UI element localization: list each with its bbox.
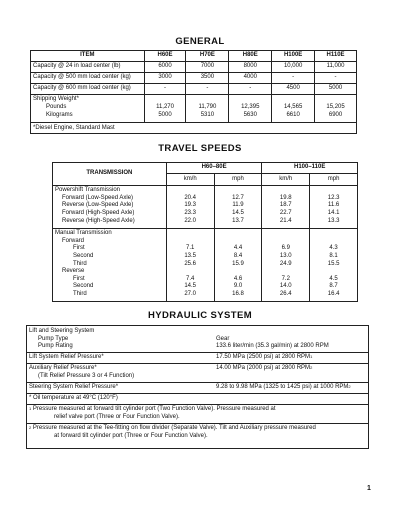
divider (27, 352, 368, 353)
row-label: First (73, 275, 85, 282)
footnote-ref: 1 (310, 354, 313, 359)
header-h100-110e: H100–110E (262, 163, 358, 174)
cell: 7000 (186, 61, 229, 72)
powershift-labels (53, 186, 167, 229)
footnote-mark: 2 (29, 425, 32, 430)
cell: 6000 (144, 61, 186, 72)
manual-label: Manual Transmission (55, 230, 112, 237)
pump-rating-value: 133.6 liter/min (35.3 gal/min) at 2800 RPM (216, 343, 329, 350)
general-footnote: *Diesel Engine, Standard Mast (31, 123, 357, 134)
general-table (30, 50, 357, 134)
divider (27, 363, 368, 364)
aux-note: (Tilt Relief Pressure 3 or 4 Function) (38, 372, 135, 379)
lift-relief-label: Lift System Relief Pressure* (29, 354, 104, 360)
aux-relief-value: 14.00 MPa (2000 psi) at 2800 RPM (216, 365, 311, 371)
travel-speeds-title: TRAVEL SPEEDS (158, 143, 242, 154)
cell: 5000 (315, 83, 357, 94)
cell: 10,000 (272, 61, 315, 72)
footnote-2 (29, 425, 316, 433)
pounds-label: Pounds (46, 104, 67, 111)
row-label: Forward (Low-Speed Axle) (62, 194, 134, 201)
cell: - (144, 83, 186, 94)
cell: 4000 (229, 72, 272, 83)
cell: 12,395 5630 (229, 95, 272, 123)
row-label: Capacity @ 500 mm load center (kg) (31, 72, 145, 83)
powershift-label: Powershift Transmission (55, 187, 121, 194)
cell: 11,790 5310 (186, 95, 229, 123)
row-label: Third (73, 260, 87, 267)
cell: 14,565 6610 (272, 95, 315, 123)
oil-temp-note: * Oil temperature at 49°C (120°F) (29, 395, 118, 401)
header-h60e: H60E (144, 51, 186, 62)
footnote-ref: 2 (348, 384, 351, 389)
aux-relief-label: Auxiliary Relief Pressure* (29, 365, 97, 371)
cell: - (186, 83, 229, 94)
row-label: Forward (High-Speed Axle) (62, 209, 135, 216)
footnote-ref: 2 (310, 365, 313, 370)
footnote-row (31, 123, 357, 134)
manual-labels (53, 229, 167, 301)
footnote-mark: 1 (29, 406, 32, 411)
page-number: 1 (367, 485, 371, 492)
footnote-2-line-2: at forward tilt cylinder port (Three or Four Function Valve). (54, 432, 208, 439)
cell: 20.4 19.3 23.3 22.0 (166, 186, 214, 229)
unit-mph: mph (310, 173, 358, 186)
cell: 11,000 (315, 61, 357, 72)
table-row (31, 61, 357, 72)
header-h60-80e: H60–80E (166, 163, 262, 174)
hydraulic-title: HYDRAULIC SYSTEM (147, 310, 253, 321)
cell: 3000 (144, 72, 186, 83)
forward-label: Forward (62, 237, 85, 244)
row-label: Second (73, 252, 94, 259)
divider (27, 404, 368, 405)
table-row (31, 83, 357, 94)
row-label: First (73, 245, 85, 252)
unit-mph: mph (214, 173, 262, 186)
cell: 6.9 13.0 24.9 7.2 14.0 26.4 (262, 229, 310, 301)
divider (27, 382, 368, 383)
row-label: Reverse (Low-Speed Axle) (62, 202, 134, 209)
pump-type-label: Pump Type (38, 335, 69, 342)
unit-kmh: km/h (262, 173, 310, 186)
weight-row (31, 95, 357, 123)
row-label: Capacity @ 24 in load center (lb) (31, 61, 145, 72)
row-label: Third (73, 290, 87, 297)
powershift-block (53, 186, 358, 229)
unit-kmh: km/h (166, 173, 214, 186)
header-item: ITEM (31, 51, 145, 62)
header-h80e: H80E (229, 51, 272, 62)
header-h110e: H110E (315, 51, 357, 62)
row-label: Second (73, 283, 94, 290)
cell: 12.7 11.9 14.5 13.7 (214, 186, 262, 229)
travel-speeds-table (52, 162, 358, 302)
cell: 8000 (229, 61, 272, 72)
footnote-2-line-1: Pressure measured at the Tee-fitting on flow divider (Separate Valve). Tilt and Auxiliary pressure measured (32, 425, 316, 431)
cell: 4500 (272, 83, 315, 94)
aux-relief-value-wrap (216, 365, 312, 373)
lift-relief-value-wrap (216, 354, 312, 362)
lift-relief-value: 17.50 MPa (2500 psi) at 2800 RPM (216, 354, 311, 360)
lift-steer-label: Lift and Steering System (29, 328, 95, 334)
cell: 4.4 8.4 15.9 4.6 9.0 16.8 (214, 229, 262, 301)
header-h70e: H70E (186, 51, 229, 62)
cell: - (229, 83, 272, 94)
general-title: GENERAL (175, 36, 225, 47)
steer-relief-value-wrap (216, 384, 351, 392)
cell: - (272, 72, 315, 83)
cell: 3500 (186, 72, 229, 83)
footnote-1 (29, 406, 276, 414)
cell: 7.1 13.5 25.6 7.4 14.5 27.0 (166, 229, 214, 301)
cell: 12.3 11.6 14.1 13.3 (310, 186, 358, 229)
travel-header-row (53, 163, 358, 174)
pump-type-value: Gear (216, 335, 230, 342)
row-label: Capacity @ 600 mm load center (kg) (31, 83, 145, 94)
table-row (31, 72, 357, 83)
header-transmission: TRANSMISSION (53, 163, 167, 186)
kilograms-label: Kilograms (46, 111, 73, 118)
weight-label: Shipping Weight* (33, 96, 79, 103)
cell: - (315, 72, 357, 83)
steer-relief-value: 9.28 to 9.98 MPa (1325 to 1425 psi) at 1000 RPM (216, 384, 349, 390)
cell: 19.8 18.7 22.7 21.4 (262, 186, 310, 229)
reverse-label: Reverse (62, 268, 85, 275)
manual-block (53, 229, 358, 301)
steer-relief-label: Steering System Relief Pressure* (29, 384, 119, 390)
cell: 15,205 6900 (315, 95, 357, 123)
divider (27, 423, 368, 424)
row-label: Reverse (High-Speed Axle) (62, 217, 135, 224)
divider (27, 393, 368, 394)
cell: 11,270 5000 (144, 95, 186, 123)
footnote-1-line-1: Pressure measured at forward tilt cylinder port (Two Function Valve). Pressure measured at (32, 406, 276, 412)
weight-label-cell (31, 95, 145, 123)
hydraulic-box (26, 325, 369, 449)
header-h100e: H100E (272, 51, 315, 62)
general-header-row (31, 51, 357, 62)
pump-rating-label: Pump Rating (38, 343, 73, 350)
cell: 4.3 8.1 15.5 4.5 8.7 16.4 (310, 229, 358, 301)
footnote-1-line-2: relief valve port (Three or Four Function Valve). (54, 413, 180, 420)
